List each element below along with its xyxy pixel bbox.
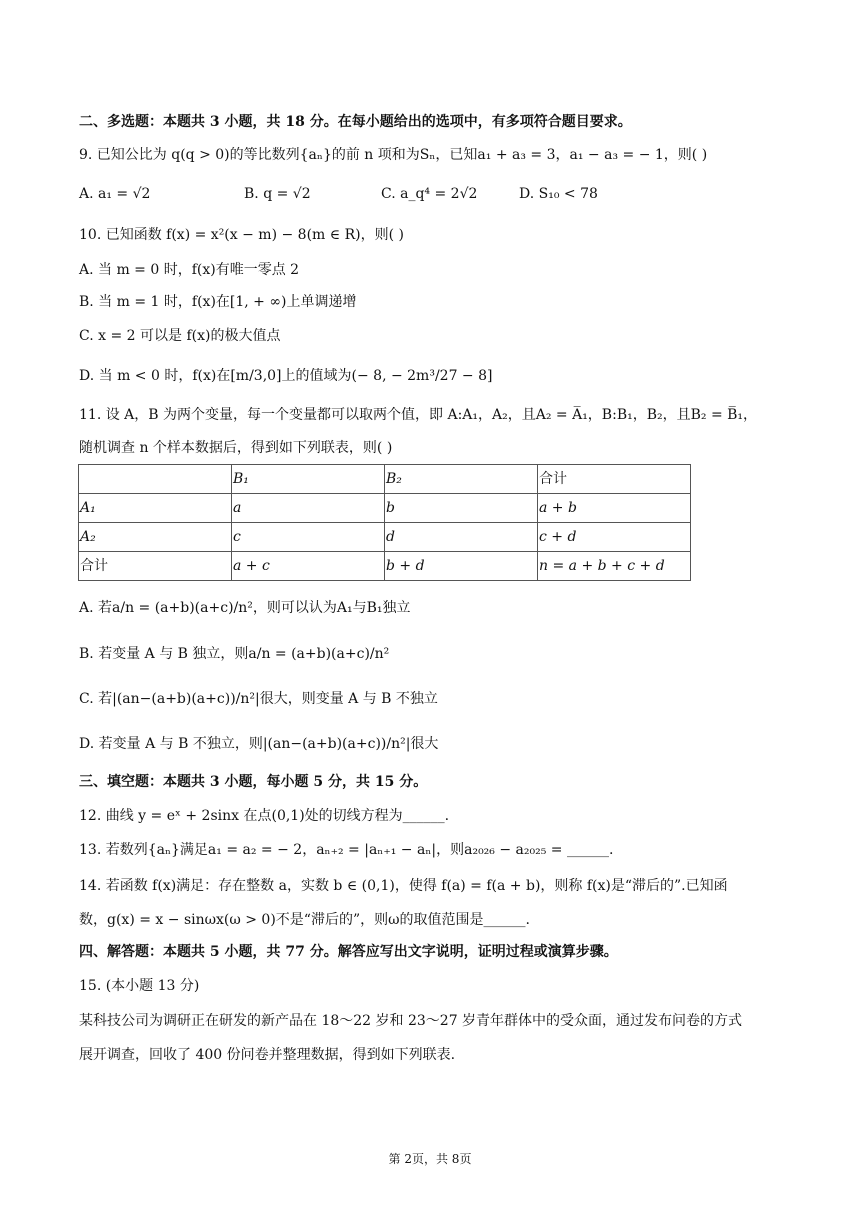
table-cell	[79, 465, 232, 494]
question-15-header: 15. (本小题 13 分)	[79, 978, 200, 994]
table-row	[79, 523, 691, 552]
question-11-option-b: B. 若变量 A 与 B 独立，则a/n = (a+b)(a+c)/n²	[79, 646, 390, 662]
question-14-line1: 14. 若函数 f(x)满足：存在整数 a，实数 b ∈ (0,1)，使得 f(a) = f(a + b)，则称 f(x)是“滞后的”.已知函	[79, 878, 728, 894]
table-cell: b + d	[385, 552, 538, 581]
question-9-stem: 9. 已知公比为 q(q > 0)的等比数列{aₙ}的前 n 项和为Sₙ，已知a₁ + a₃ = 3，a₁ − a₃ = − 1，则( )	[79, 147, 708, 163]
table-cell: a + c	[232, 552, 385, 581]
question-11-option-a: A. 若a/n = (a+b)(a+c)/n²，则可以认为A₁与B₁独立	[79, 600, 411, 616]
section-heading-fill-in: 三、填空题：本题共 3 小题，每小题 5 分，共 15 分。	[79, 774, 428, 790]
table-cell: B₂	[385, 465, 538, 494]
table-cell: 合计	[79, 552, 232, 581]
question-11-option-d: D. 若变量 A 与 B 不独立，则|(an−(a+b)(a+c))/n²|很大	[79, 736, 439, 752]
table-cell: d	[385, 523, 538, 552]
question-10-option-a: A. 当 m = 0 时，f(x)有唯一零点 2	[79, 262, 300, 278]
table-cell: a	[232, 494, 385, 523]
question-9-option-a: A. a₁ = √2	[79, 186, 151, 202]
question-11-stem-line1: 11. 设 A，B 为两个变量，每一个变量都可以取两个值，即 A:A₁，A₂，且A₂ = A̅₁，B:B₁，B₂，且B₂ = B̅₁，	[79, 407, 758, 423]
table-cell: B₁	[232, 465, 385, 494]
table-cell: c	[232, 523, 385, 552]
question-13: 13. 若数列{aₙ}满足a₁ = a₂ = − 2，aₙ₊₂ = |aₙ₊₁ − aₙ|，则a₂₀₂₆ − a₂₀₂₅ = ______.	[79, 842, 614, 858]
table-cell: c + d	[538, 523, 691, 552]
question-15-line1: 某科技公司为调研正在研发的新产品在 18～22 岁和 23～27 岁青年群体中的受众面，通过发布问卷的方式	[79, 1013, 743, 1029]
question-11-stem-line2: 随机调查 n 个样本数据后，得到如下列联表，则( )	[79, 440, 393, 456]
question-15-line2: 展开调查，回收了 400 份问卷并整理数据，得到如下列联表.	[79, 1047, 456, 1063]
question-11-option-c: C. 若|(an−(a+b)(a+c))/n²|很大，则变量 A 与 B 不独立	[79, 691, 438, 707]
contingency-table	[78, 464, 691, 581]
question-10-stem: 10. 已知函数 f(x) = x²(x − m) − 8(m ∈ R)，则( )	[79, 227, 404, 243]
section-heading-multiple-choice: 二、多选题：本题共 3 小题，共 18 分。在每小题给出的选项中，有多项符合题目要求。	[79, 114, 632, 130]
table-cell: A₁	[79, 494, 232, 523]
question-14-line2: 数，g(x) = x − sinωx(ω > 0)不是“滞后的”，则ω的取值范围是______.	[79, 912, 530, 928]
question-10-option-b: B. 当 m = 1 时，f(x)在[1, + ∞)上单调递增	[79, 294, 357, 310]
table-cell: 合计	[538, 465, 691, 494]
table-cell: A₂	[79, 523, 232, 552]
table-row	[79, 552, 691, 581]
table-cell: n = a + b + c + d	[538, 552, 691, 581]
question-9-option-c: C. a_q⁴ = 2√2	[381, 186, 478, 202]
question-9-option-d: D. S₁₀ < 78	[519, 186, 598, 202]
question-10-option-c: C. x = 2 可以是 f(x)的极大值点	[79, 328, 281, 344]
table-cell: a + b	[538, 494, 691, 523]
table-row	[79, 494, 691, 523]
table-cell: b	[385, 494, 538, 523]
question-12: 12. 曲线 y = eˣ + 2sinx 在点(0,1)处的切线方程为______.	[79, 808, 450, 824]
table-row	[79, 465, 691, 494]
question-10-option-d: D. 当 m < 0 时，f(x)在[m/3,0]上的值域为(− 8, − 2m³/27 − 8]	[79, 368, 493, 384]
section-heading-solutions: 四、解答题：本题共 5 小题，共 77 分。解答应写出文字说明，证明过程或演算步骤。	[79, 944, 618, 960]
page-footer: 第 2页，共 8页	[388, 1152, 472, 1166]
question-9-option-b: B. q = √2	[244, 186, 311, 202]
